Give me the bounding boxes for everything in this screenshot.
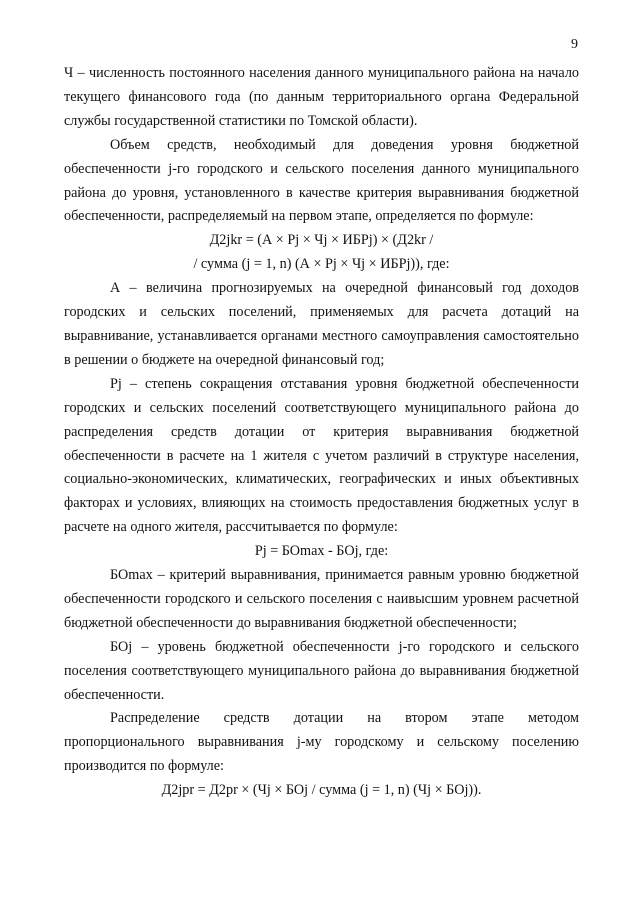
paragraph-pj-definition: Рj – степень сокращения отставания уровня бюджетной обеспеченности городских и сельских поселений соответствующего муниципального района до распределения средств дотации от критерия выравнивания бюджетной обеспеченности в расчете на 1 жителя с учетом различий в структуре населения, социально-экономических, климатических, географических и иных объективных факторах и условиях, влияющих на стоимость предоставления бюджетных услуг в расчете на одного жителя, рассчитывается по формуле: (64, 375, 579, 536)
formula-d2jpr: Д2jpr = Д2pr × (Чj × БОj / сумма (j = 1, n) (Чj × БОj)). (161, 782, 482, 799)
formula-d2jkr-line-1: Д2jkr = (А × Рj × Чj × ИБРj) × (Д2kr / (209, 232, 434, 249)
formula-d2jkr-line-2: / сумма (j = 1, n) (А × Рj × Чj × ИБРj)), где: (193, 256, 450, 273)
paragraph-first-stage-volume: Объем средств, необходимый для доведения уровня бюджетной обеспеченности j-го городского и сельского поселения данного муниципального района до уровня, установленного в качестве критерия выравнивания бюджетной обеспеченности, распределяемый на первом этапе, определяется по формуле: (64, 136, 579, 225)
formula-pj: Рj = БОmax - БОj, где: (254, 543, 389, 560)
paragraph-second-stage: Распределение средств дотации на втором этапе методом пропорционального выравнивания j-му городскому и сельскому поселению производится по формуле: (64, 710, 579, 775)
paragraph-population-definition: Ч – численность постоянного населения данного муниципального района на начало текущего финансового года (по данным территориального органа Федеральной службы государственной статистики по Томской области). (64, 65, 579, 129)
paragraph-boj-definition: БОj – уровень бюджетной обеспеченности j-го городского и сельского поселения соответствующего муниципального района до выравнивания бюджетной обеспеченности. (64, 638, 579, 703)
page-number: 9 (571, 37, 578, 52)
paragraph-bomax-definition: БОmax – критерий выравнивания, принимается равным уровню бюджетной обеспеченности городского и сельского поселения с наивысшим уровнем расчетной бюджетной обеспеченности до выравнивания бюджетной обеспеченности; (64, 567, 579, 631)
document-body (64, 62, 579, 803)
paragraph-a-definition: А – величина прогнозируемых на очередной финансовый год доходов городских и сельских поселений, применяемых для расчета дотаций на выравнивание, устанавливается органами местного самоуправления самостоятельно в решении о бюджете на очередной финансовый год; (64, 280, 579, 368)
